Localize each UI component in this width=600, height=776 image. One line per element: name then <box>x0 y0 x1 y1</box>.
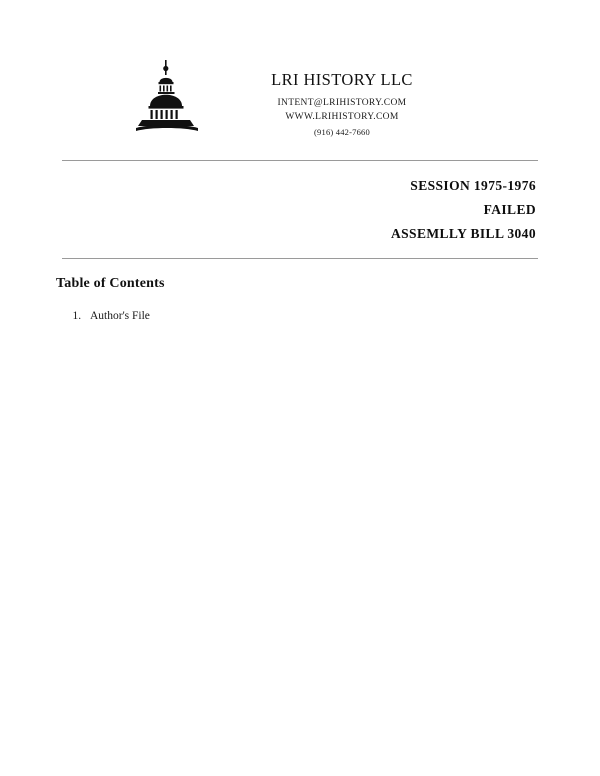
org-details <box>212 58 472 137</box>
status-label: FAILED <box>483 202 536 217</box>
org-phone: (916) 442-7660 <box>314 127 370 137</box>
capitol-dome-logo-icon <box>128 58 206 140</box>
session-label: SESSION 1975-1976 <box>410 178 536 193</box>
org-email: INTENT@LRIHISTORY.COM <box>277 98 407 108</box>
divider-top <box>62 160 538 161</box>
table-of-contents-list <box>56 308 150 325</box>
session-block <box>62 178 536 242</box>
org-website: WWW.LRIHISTORY.COM <box>285 112 399 122</box>
letterhead <box>0 58 600 140</box>
page-title: Table of Contents <box>56 276 165 291</box>
divider-bottom <box>62 258 538 259</box>
org-name: LRI HISTORY LLC <box>271 70 413 89</box>
list-item[interactable]: 1. Author's File <box>84 308 150 325</box>
bill-label: ASSEMLLY BILL 3040 <box>390 226 536 241</box>
